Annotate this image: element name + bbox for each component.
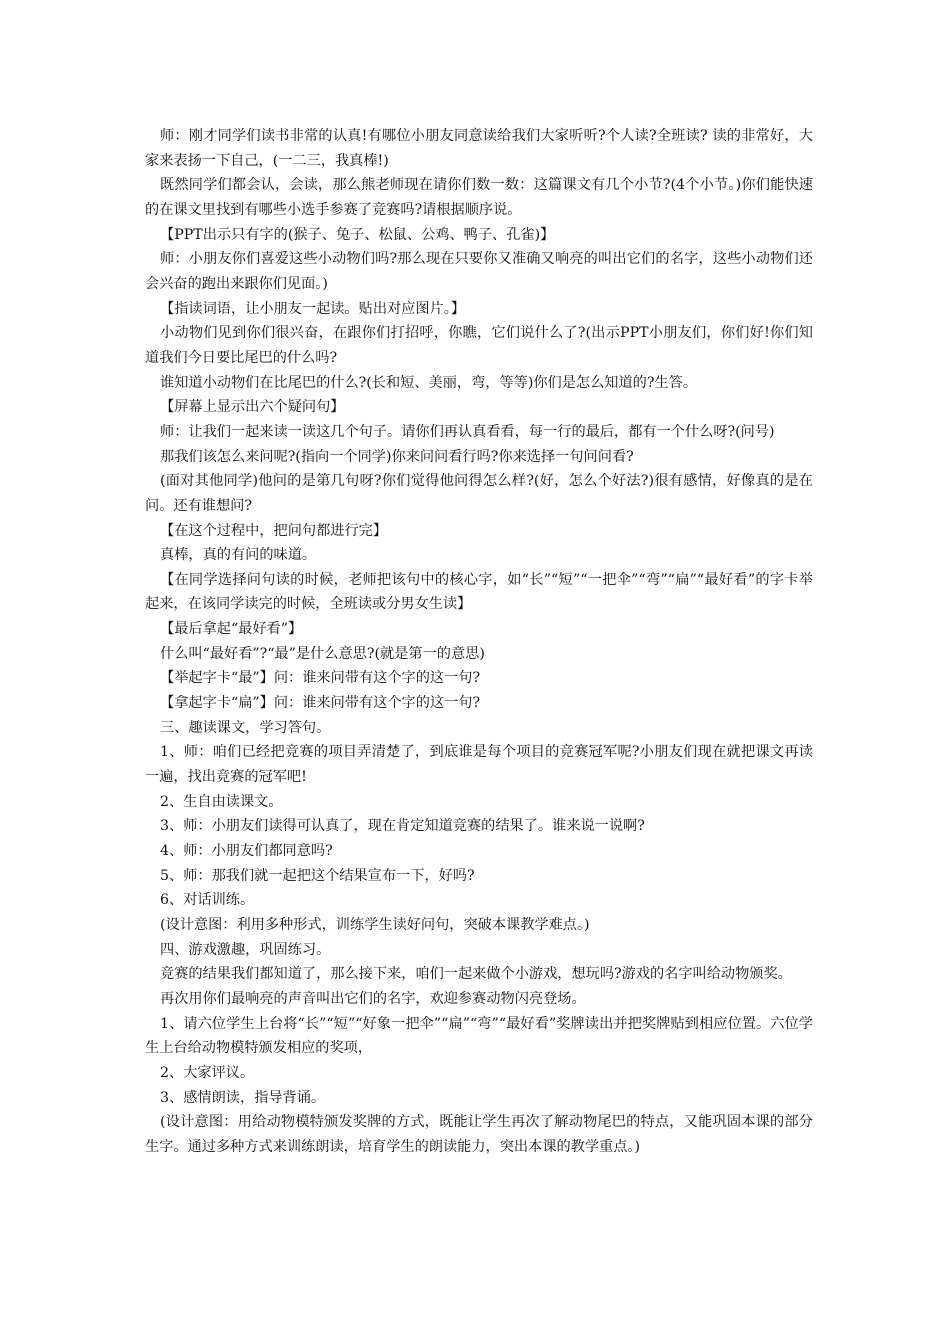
paragraph: 2、生自由读课文。 xyxy=(160,793,283,810)
paragraph: 师：刚才同学们读书非常的认真!有哪位小朋友同意读给我们大家听听?个人读?全班读? 读的非常好，大家来表扬一下自己，(一二三，我真棒!) xyxy=(145,128,813,169)
paragraph: 再次用你们最响亮的声音叫出它们的名字，欢迎参赛动物闪亮登场。 xyxy=(160,990,586,1007)
paragraph: (面对其他同学)他问的是第几句呀?你们觉得他问得怎么样?(好，怎么个好法?)很有感情，好像真的是在问。还有谁想问? xyxy=(145,473,813,514)
paragraph: 【指读词语，让小朋友一起读。贴出对应图片。】 xyxy=(160,300,466,317)
paragraph: 竞赛的结果我们都知道了，那么接下来，咱们一起来做个小游戏，想玩吗?游戏的名字叫给动物颁奖。 xyxy=(160,966,792,983)
paragraph: 1、师：咱们已经把竞赛的项目弄清楚了，到底谁是每个项目的竞赛冠军呢?小朋友们现在就把课文再读一遍，找出竞赛的冠军吧! xyxy=(145,744,813,786)
paragraph: 5、师：那我们就一起把这个结果宣布一下，好吗? xyxy=(160,867,475,884)
paragraph: 【屏幕上显示出六个疑问句】 xyxy=(160,399,345,416)
paragraph: 1、请六位学生上台将“长”“短”“好象一把伞”“扁”“弯”“最好看”奖牌读出并把奖牌贴到相应位置。六位学生上台给动物模特颁发相应的奖项， xyxy=(145,1015,813,1057)
paragraph: 既然同学们都会认，会读，那么熊老师现在请你们数一数：这篇课文有几个小节?(4个小节。)你们能快速的在课文里找到有哪些小选手参赛了竞赛吗?请根据顺序说。 xyxy=(145,177,813,218)
document-page xyxy=(145,124,813,1160)
design-intent-note: (设计意图：利用多种形式，训练学生读好问句，突破本课教学难点。) xyxy=(160,917,590,933)
paragraph: 那我们该怎么来问呢?(指向一个同学)你来问问看行吗?你来选择一句问问看? xyxy=(160,448,634,465)
paragraph: 4、师：小朋友们都同意吗? xyxy=(160,843,333,860)
paragraph: 什么叫“最好看”?“最”是什么意思?(就是第一的意思) xyxy=(160,645,485,662)
paragraph: 师：让我们一起来读一读这几个句子。请你们再认真看看，每一行的最后，都有一个什么呀?(问号) xyxy=(160,423,775,440)
paragraph: 【在同学选择问句读的时候，老师把该句中的核心字，如“长”“短”“一把伞”“弯”“扁”“最好看”的字卡举起来，在该同学读完的时候，全班读或分男女生读】 xyxy=(145,571,813,613)
design-intent-note: (设计意图：用给动物模特颁发奖牌的方式，既能让学生再次了解动物尾巴的特点，又能巩固本课的部分生字。通过多种方式来训练朗读，培育学生的朗读能力，突出本课的教学重点。) xyxy=(145,1114,813,1155)
paragraph: 【举起字卡“最”】问：谁来问带有这个字的这一句? xyxy=(160,670,481,687)
section-heading: 四、游戏激趣，巩固练习。 xyxy=(160,941,331,958)
paragraph: 谁知道小动物们在比尾巴的什么?(长和短、美丽，弯，等等)你们是怎么知道的?生答。 xyxy=(160,374,698,391)
paragraph: 【最后拿起“最好看”】 xyxy=(160,621,303,638)
paragraph: 【在这个过程中，把问句都进行完】 xyxy=(160,522,388,539)
paragraph: 2、大家评议。 xyxy=(160,1064,255,1081)
paragraph: 6、对话训练。 xyxy=(160,892,255,909)
paragraph: 3、师：小朋友们读得可认真了，现在肯定知道竞赛的结果了。谁来说一说啊? xyxy=(160,818,645,835)
section-heading: 三、趣读课文，学习答句。 xyxy=(160,719,331,736)
paragraph: 【PPT出示只有字的(猴子、兔子、松鼠、公鸡、鸭子、孔雀)】 xyxy=(160,226,555,243)
paragraph: 3、感情朗读，指导背诵。 xyxy=(160,1089,326,1106)
paragraph: 师：小朋友你们喜爱这些小动物们吗?那么现在只要你又准确又响亮的叫出它们的名字，这些小动物们还会兴奋的跑出来跟你们见面。) xyxy=(145,251,813,292)
paragraph: 【拿起字卡“扁”】问：谁来问带有这个字的这一句? xyxy=(160,695,481,712)
paragraph: 真棒，真的有问的味道。 xyxy=(160,547,317,564)
paragraph: 小动物们见到你们很兴奋，在跟你们打招呼，你瞧，它们说什么了?(出示PPT小朋友们，你们好!你们知道我们今日要比尾巴的什么吗? xyxy=(145,325,813,366)
